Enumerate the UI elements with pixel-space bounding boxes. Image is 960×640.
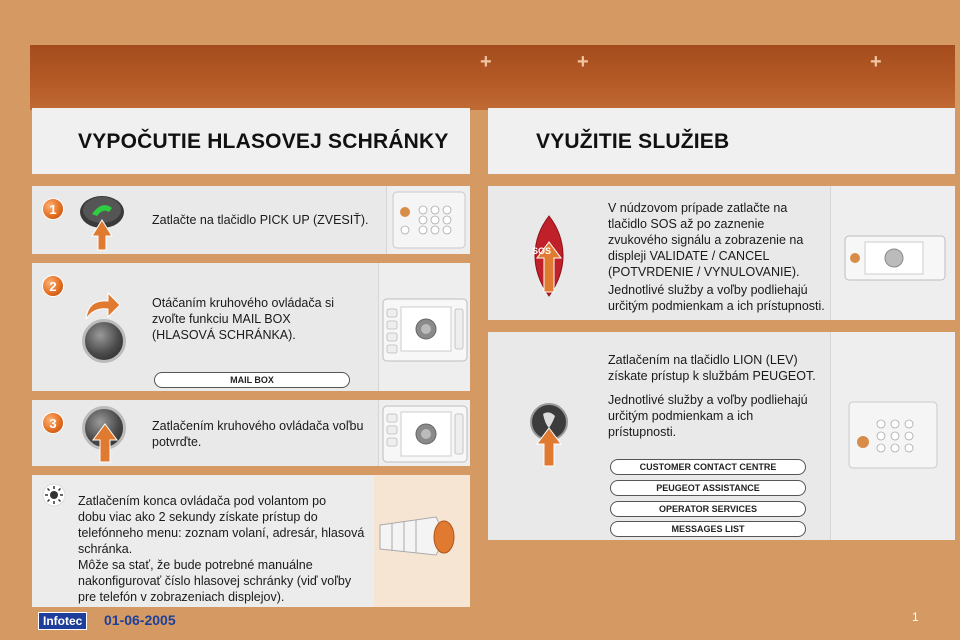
top-banner [30,45,955,110]
infotec-logo: Infotec [38,612,87,630]
step-3-text: Zatlačením kruhového ovládača voľbu potvrďte. [152,419,364,449]
step-1-badge: 1 [42,198,64,220]
sos-panel [488,186,955,320]
service-operator-services: OPERATOR SERVICES [610,501,806,517]
service-peugeot-assistance: PEUGEOT ASSISTANCE [610,480,806,496]
footer-date: 01-06-2005 [104,612,176,628]
plus-mark: + [480,51,492,73]
tip-panel [32,475,470,607]
sos-text: V núdzovom prípade zatlačte na tlačidlo SOS až po zaznenie zvukového signálu a zobrazenie na displeji VALIDATE / CANCEL (POTVRDENIE / VYNULOVANIE). [608,201,804,279]
service-customer-contact-centre: CUSTOMER CONTACT CENTRE [610,459,806,475]
plus-mark: + [870,51,882,73]
step-2-panel [32,263,470,391]
left-page-title: VYPOČUTIE HLASOVEJ SCHRÁNKY [78,130,449,153]
page-number: 1 [912,610,919,624]
sos-note: Jednotlivé služby a voľby podliehajú určitým podmienkam a ich prístupnosti. [608,283,825,313]
service-messages-list: MESSAGES LIST [610,521,806,537]
step-1-panel [32,186,470,254]
head-unit-illustration-small [378,400,470,466]
pick-up-icon [74,192,130,252]
right-header-panel [488,108,955,174]
sun-tip-icon [42,483,66,507]
step-3-badge: 3 [42,412,64,434]
step-3-panel [32,400,470,466]
sos-label: SOS [532,246,552,256]
lion-note: Jednotlivé služby a voľby podliehajú určitým podmienkam a ich prístupnosti. [608,393,808,439]
tip-text: Zatlačením konca ovládača pod volantom po dobu viac ako 2 sekundy získate prístup do telefónneho menu: zoznam volaní, adresár, hlasová schránka. Môže sa stať, že bude potrebné manuálne nakonfigurovať číslo hlasovej schránky (viď voľby pre telefón v zobrazeniach displejov). [78,494,365,604]
lion-text: Zatlačením na tlačidlo LION (LEV) získate prístup k službám PEUGEOT. [608,353,816,383]
lion-button-icon [528,402,570,468]
rotate-arrow-icon [82,291,122,321]
head-unit-illustration [378,263,470,391]
plus-mark: + [577,51,589,73]
step-2-badge: 2 [42,275,64,297]
mail-box-pill: MAIL BOX [154,372,350,388]
sos-unit-illustration [830,186,955,320]
step-2-text: Otáčaním kruhového ovládača si zvoľte funkciu MAIL BOX (HLASOVÁ SCHRÁNKA). [152,296,335,342]
right-page-title: VYUŽITIE SLUŽIEB [536,130,730,153]
push-arrow-icon [90,422,120,464]
lion-panel [488,332,955,540]
lion-keypad-illustration [830,332,955,540]
steering-stalk-illustration [374,475,470,607]
sos-button-icon [528,212,570,300]
step-1-text: Zatlačte na tlačidlo PICK UP (ZVESIŤ). [152,213,369,227]
phone-keypad-illustration [386,186,470,254]
left-header-panel [32,108,470,174]
rotary-knob [82,319,126,363]
